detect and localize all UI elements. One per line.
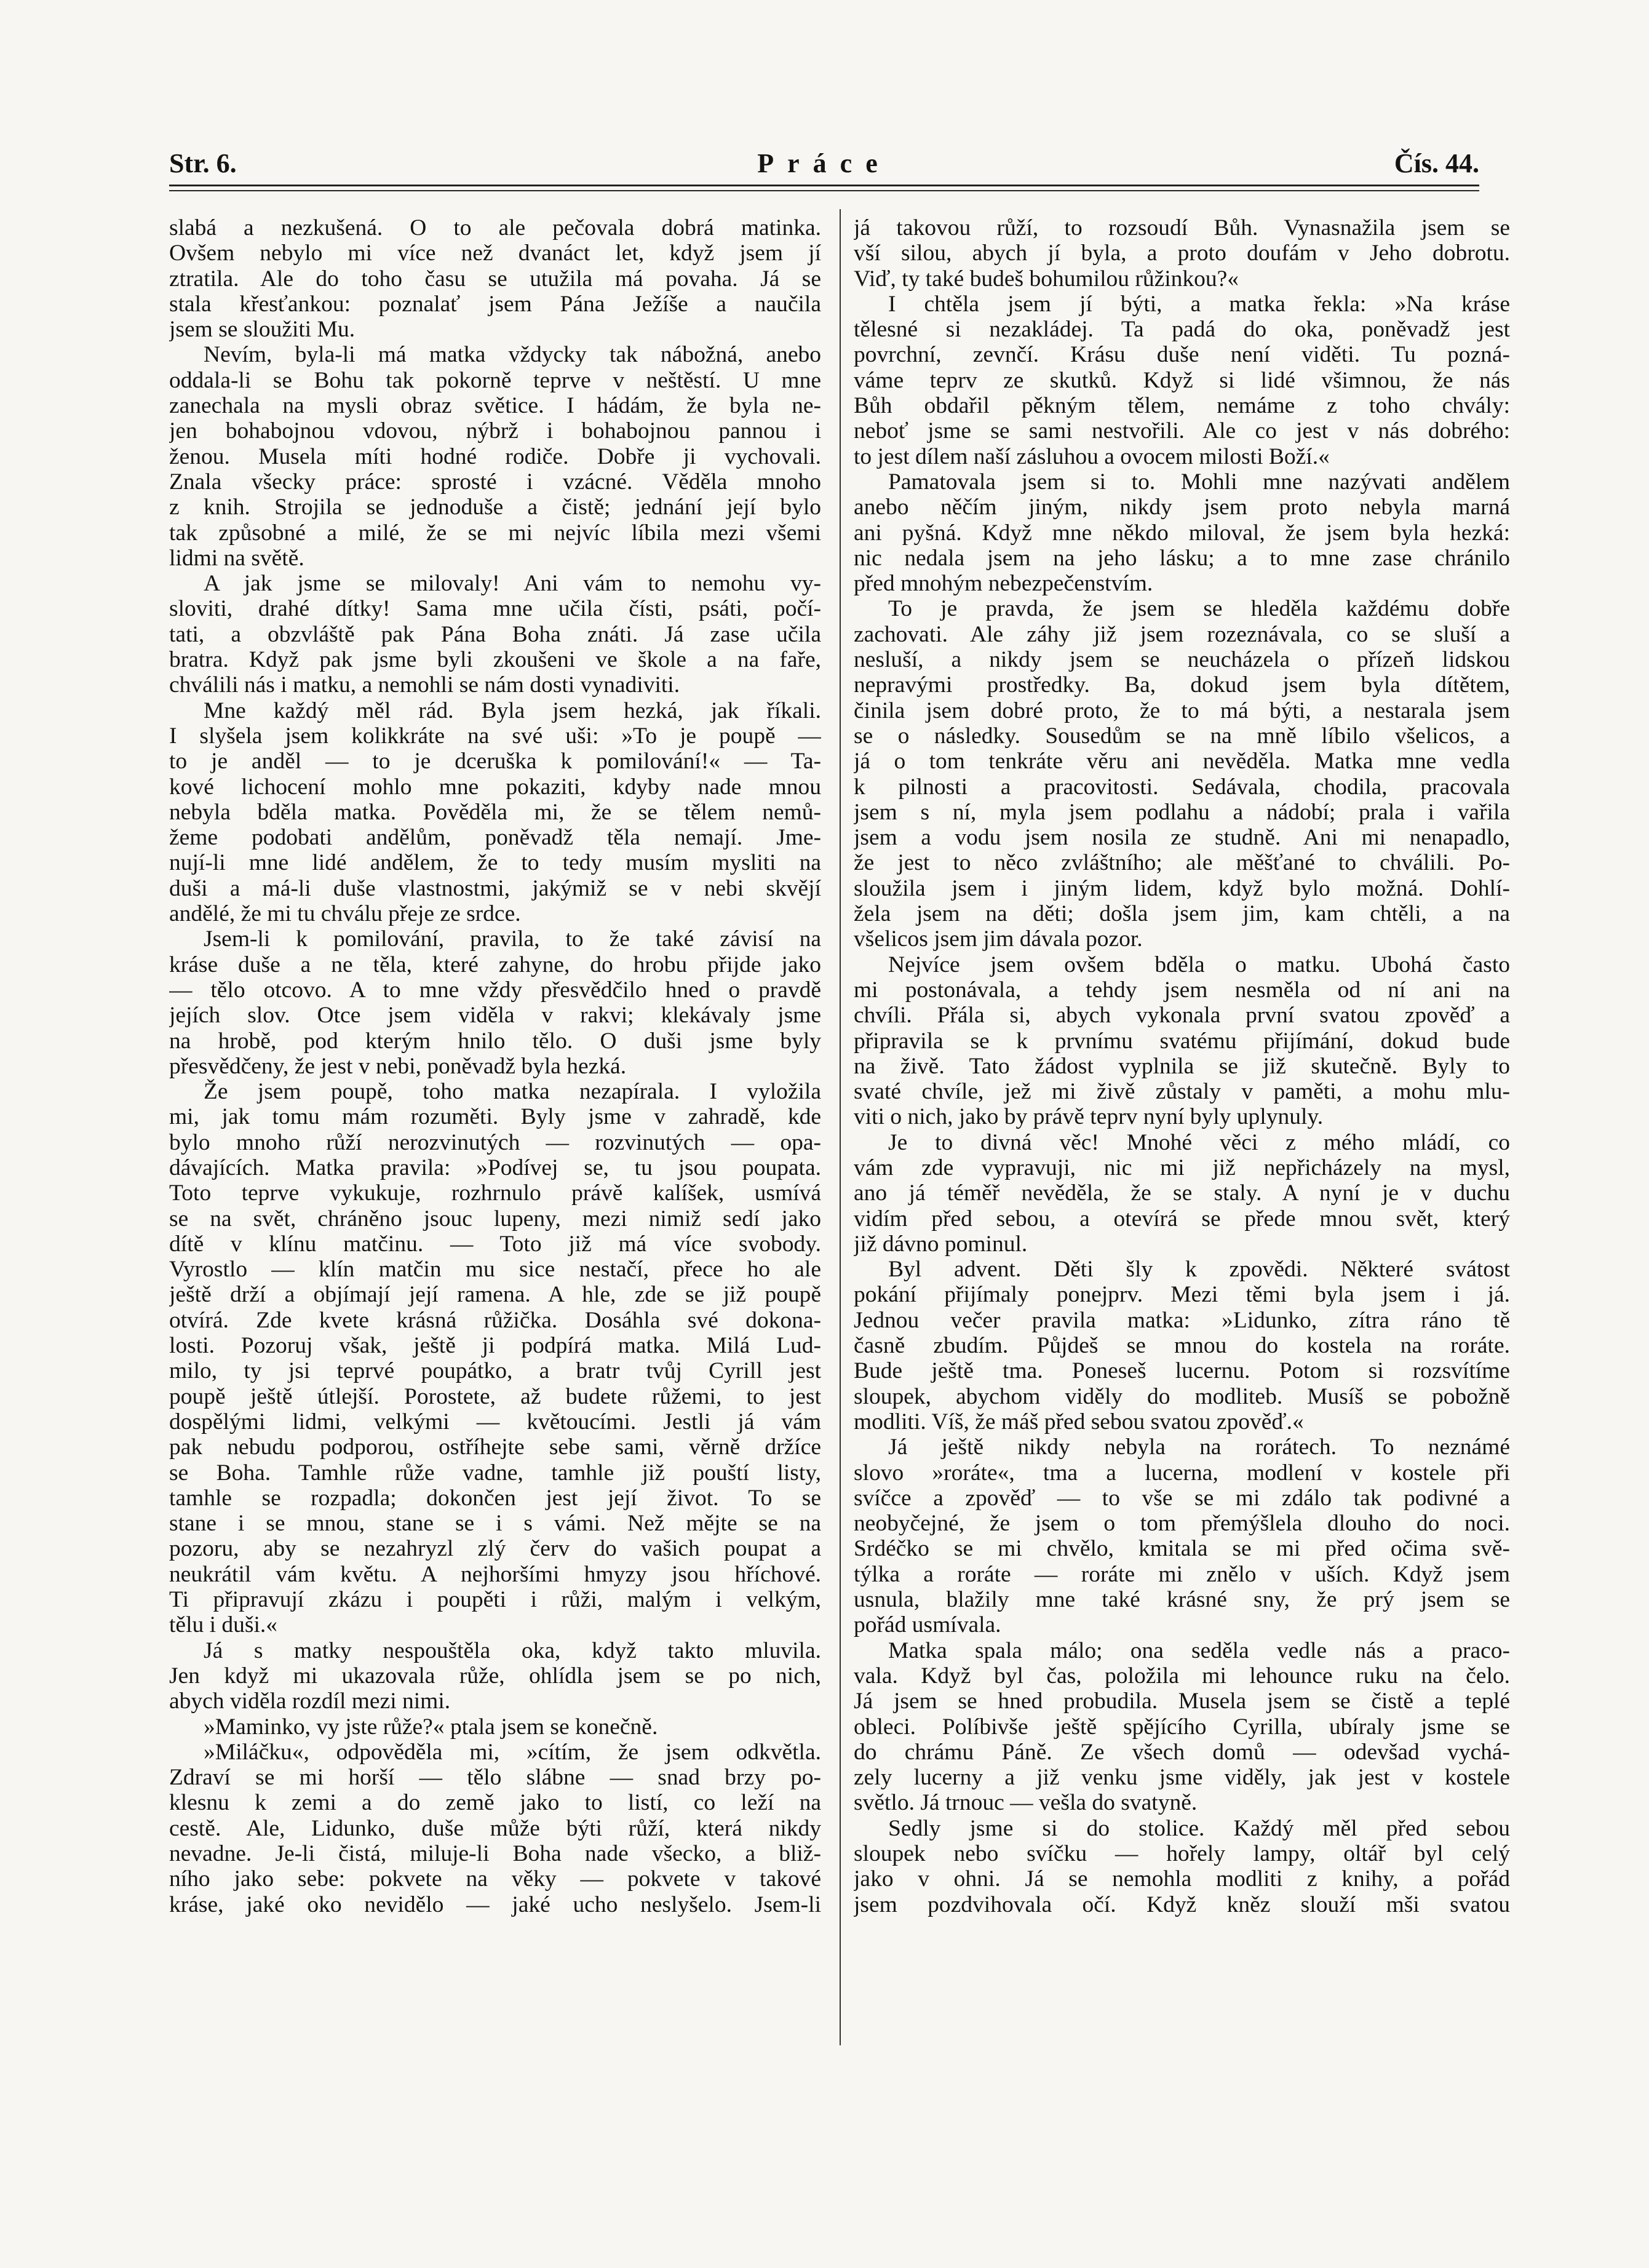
text-line: sloupek, abychom viděly do modliteb. Musíš se pobožně (854, 1383, 1510, 1409)
text-line: Sedly jsme si do stolice. Každý měl před sebou (888, 1815, 1510, 1841)
text-line: ženou. Musela míti hodné rodiče. Dobře ji vychovali. (169, 444, 821, 469)
text-line: To je pravda, že jsem se hleděla každému dobře (888, 596, 1510, 622)
text-line: že jest to něco zvláštního; ale měšťané to chválili. Po- (854, 850, 1510, 876)
text-line: svíčce a zpověď — to vše se mi zdálo tak podivné a (854, 1485, 1510, 1511)
text-line: Nevím, byla-li má matka vždycky tak nábožná, anebo (204, 342, 821, 368)
text-line: tělesné si nezakládej. Ta padá do oka, poněvadž jest (854, 317, 1510, 343)
text-line: dítě v klínu matčinu. — Toto již má více svobody. (169, 1231, 821, 1257)
text-line: jsem s ní, myla jsem podlahu a nádobí; prala i vařila (854, 799, 1510, 825)
text-line: mi, jak tomu mám rozuměti. Byly jsme v zahradě, kde (169, 1104, 821, 1130)
text-line: stane i se mnou, stane se i s vámi. Než mějte se na (169, 1511, 821, 1537)
text-line: neboť jsme se sami nestvořili. Ale co jest v nás dobrého: (854, 418, 1510, 444)
text-line: kráse duše a ne těla, které zahyne, do hrobu přijde jako (169, 952, 821, 977)
text-line: nic nedala jsem na jeho lásku; a to mne zase chránilo (854, 545, 1510, 571)
text-line: bylo mnoho růží nerozvinutých — rozvinutých — opa- (169, 1129, 821, 1155)
text-line: časně zbudím. Půjdeš se mnou do kostela na roráte. (854, 1333, 1510, 1359)
text-line: Já jsem se hned probudila. Musela jsem se čistě a teplé (854, 1689, 1510, 1714)
text-line: Jsem-li k pomilování, pravila, to že také závisí na (204, 926, 821, 952)
text-line: lidmi na světě. (169, 545, 304, 571)
text-line: obleci. Políbivše ještě spějícího Cyrilla, ubíraly jsme se (854, 1714, 1510, 1740)
text-line: tati, a obzvláště pak Pána Boha znáti. Já zase učila (169, 621, 821, 647)
text-line: Znala všecky práce: sprosté i vzácné. Věděla mnoho (169, 469, 821, 495)
text-line: světlo. Já trnouc — vešla do svatyně. (854, 1790, 1198, 1816)
text-line: stala křesťankou: poznalať jsem Pána Ježíše a naučila (169, 291, 821, 317)
text-line: Zdraví se mi horší — tělo slábne — snad brzy po- (169, 1765, 821, 1791)
text-line: mi postonávala, a tehdy jsem nesměla od ní ani na (854, 977, 1510, 1003)
text-line: slabá a nezkušená. O to ale pečovala dobrá matinka. (169, 215, 821, 241)
text-line: Nejvíce jsem ovšem bděla o matku. Ubohá často (888, 952, 1510, 977)
text-line: týlka a roráte — roráte mi znělo v uších. Když jsem (854, 1561, 1510, 1587)
text-line: to je anděl — to je dceruška k pomilování!« — Ta- (169, 749, 821, 774)
text-line: se na svět, chráněno jsouc lupeny, mezi nimiž sedí jako (169, 1206, 821, 1231)
text-line: ztratila. Ale do toho času se utužila má povaha. Já se (169, 266, 821, 292)
text-line: vám zde vypravuji, nic mi již nepřicházely na mysl, (854, 1155, 1510, 1180)
text-line: Byl advent. Děti šly k zpovědi. Některé svátost (888, 1257, 1510, 1283)
text-line: A jak jsme se milovaly! Ani vám to nemohu vy- (204, 571, 821, 597)
text-line: bratra. Když pak jsme byli zkoušeni ve škole a na faře, (169, 647, 821, 673)
text-line: Je to divná věc! Mnohé věci z mého mládí, co (888, 1129, 1510, 1155)
text-line: tamhle se rozpadla; dokončen jest její život. To se (169, 1485, 821, 1511)
text-line: — tělo otcovo. A to mne vždy přesvědčilo hned o pravdě (169, 977, 821, 1003)
text-line: slovo »roráte«, tma a lucerna, modlení v kostele při (854, 1460, 1510, 1486)
text-line: Ti připravují zkázu i poupěti i růži, malým i velkým, (169, 1587, 821, 1613)
text-line: sloužila jsem i jiným lidem, když bylo možná. Dohlí- (854, 875, 1510, 901)
text-line: zachovati. Ale záhy již jsem rozeznávala, co se sluší a (854, 621, 1510, 647)
text-line: Viď, ty také budeš bohumilou růžinkou?« (854, 266, 1239, 292)
text-line: cestě. Ale, Lidunko, duše může býti růží, která nikdy (169, 1815, 821, 1841)
text-line: neobyčejné, že jsem o tom přemýšlela dlouho do noci. (854, 1511, 1510, 1537)
left-column (169, 215, 821, 1917)
text-line: Že jsem poupě, toho matka nezapírala. I vyložila (204, 1079, 821, 1105)
text-line: Vyrostlo — klín matčin mu sice nestačí, přece ho ale (169, 1257, 821, 1283)
text-line: k pilnosti a pracovitosti. Sedávala, chodila, pracovala (854, 774, 1510, 800)
text-line: dávajících. Matka pravila: »Podívej se, tu jsou poupata. (169, 1155, 821, 1180)
text-line: tělu i duši.« (169, 1612, 278, 1638)
text-line: kráse, jaké oko nevidělo — jaké ucho neslyšelo. Jsem-li (169, 1892, 821, 1917)
text-line: ani pyšná. Když mne někdo miloval, že jsem byla hezká: (854, 520, 1510, 546)
text-line: jejích slov. Otce jsem viděla v rakvi; klekávaly jsme (169, 1003, 821, 1029)
text-line: všelicos jsem jim dávala pozor. (854, 926, 1143, 952)
text-line: zanechala na mysli obraz světice. I hádám, že byla ne- (169, 393, 821, 419)
text-line: svaté chvíle, jež mi živě zůstaly v paměti, a mohu mlu- (854, 1079, 1510, 1105)
text-line: před mnohým nebezpečenstvím. (854, 571, 1153, 597)
text-line: kové lichocení mohlo mne pokaziti, kdyby nade mnou (169, 774, 821, 800)
text-line: Já ještě nikdy nebyla na rorátech. To neznámé (888, 1434, 1510, 1460)
text-line: nebyla bděla matka. Pověděla mi, že se tělem nemů- (169, 799, 821, 825)
text-line: milo, ty jsi teprvé poupátko, a bratr tvůj Cyrill jest (169, 1358, 821, 1384)
text-line: pak nebudu podporou, ostříhejte sebe sami, věrně držíce (169, 1434, 821, 1460)
text-line: nují-li mne lidé andělem, že to tedy musím mysliti na (169, 850, 821, 876)
text-line: Já s matky nespouštěla oka, když takto mluvila. (204, 1637, 821, 1663)
column-divider (840, 209, 841, 2045)
text-line: modliti. Víš, že máš před sebou svatou zpověď.« (854, 1409, 1304, 1434)
text-line: jsem a vodu jsem nosila ze studně. Ani mi nenapadlo, (854, 825, 1510, 851)
text-line: to jest dílem naší zásluhou a ovocem milosti Boží.« (854, 444, 1330, 469)
text-line: nesluší, a nikdy jsem se neucházela o přízeň lidskou (854, 647, 1510, 673)
text-line: nevadne. Je-li čistá, miluje-li Boha nade všecko, a bliž- (169, 1841, 821, 1866)
text-line: anebo něčím jiným, nikdy jsem proto nebyla marná (854, 495, 1510, 520)
text-line: Bude ještě tma. Poneseš lucernu. Potom si rozsvítíme (854, 1358, 1510, 1384)
page-number: Str. 6. (169, 148, 237, 178)
text-line: »Maminko, vy jste růže?« ptala jsem se konečně. (204, 1714, 658, 1740)
text-line: jsem se sloužiti Mu. (169, 317, 356, 343)
text-line: duši a má-li duše vlastnostmi, jakýmiž se v nebi skvějí (169, 875, 821, 901)
text-line: Ovšem nebylo mi více než dvanáct let, když jsem jí (169, 241, 821, 266)
text-line: se o následky. Sousedům se na mně líbilo všelicos, a (854, 723, 1510, 749)
issue-number: Čís. 44. (1394, 148, 1479, 178)
text-line: usnula, blažily mne také krásné sny, že prý jsem se (854, 1587, 1510, 1613)
text-line: na živě. Tato žádost vyplnila se již skutečně. Byly to (854, 1053, 1510, 1079)
text-line: tak způsobné a milé, že se mi nejvíc líbila mezi všemi (169, 520, 821, 546)
text-line: klesnu k zemi a do země jako to listí, co leží na (169, 1790, 821, 1816)
text-line: činila jsem dobré proto, že to má býti, a nestarala jsem (854, 698, 1510, 723)
text-line: nepravými prostředky. Ba, dokud jsem byla dítětem, (854, 672, 1510, 698)
text-line: povrchní, zevnčí. Krásu duše není viděti. Tu pozná- (854, 342, 1510, 368)
text-line: I chtěla jsem jí býti, a matka řekla: »Na kráse (888, 291, 1510, 317)
text-line: pořád usmívala. (854, 1612, 1001, 1638)
text-line: »Miláčku«, odpověděla mi, »cítím, že jsem odkvětla. (204, 1739, 821, 1765)
text-line: poupě ještě útlejší. Porostete, až budete růžemi, to jest (169, 1383, 821, 1409)
text-line: přesvědčeny, že jest v nebi, poněvadž byla hezká. (169, 1053, 627, 1079)
text-line: oddala-li se Bohu tak pokorně teprve v neštěstí. U mne (169, 367, 821, 393)
text-line: ního jako sebe: pokvete na věky — pokvete v takové (169, 1866, 821, 1892)
text-line: jsem pozdvihovala očí. Když kněz slouží mši svatou (854, 1892, 1510, 1917)
text-line: jako v ohni. Já se nemohla modliti z knihy, a pořád (854, 1866, 1510, 1892)
text-line: váme teprv ze skutků. Když si lidé všimnou, že nás (854, 367, 1510, 393)
text-line: připravila se k prvnímu svatému přijímání, dokud bude (854, 1028, 1510, 1054)
text-line: Jen když mi ukazovala růže, ohlídla jsem se po nich, (169, 1663, 821, 1689)
header-rule-bottom (169, 190, 1479, 191)
text-line: losti. Pozoruj však, ještě ji podpírá matka. Milá Lud- (169, 1333, 821, 1359)
text-line: andělé, že mi tu chválu přeje ze srdce. (169, 901, 521, 927)
text-line: sloviti, drahé dítky! Sama mne učila čísti, psáti, počí- (169, 596, 821, 622)
text-line: jen bohabojnou vdovou, nýbrž i bohabojnou pannou i (169, 418, 821, 444)
text-line: Toto teprve vykukuje, rozhrnulo právě kalíšek, usmívá (169, 1180, 821, 1206)
text-line: sloupek nebo svíčku — hořely lampy, oltář byl celý (854, 1841, 1510, 1866)
text-line: Mne každý měl rád. Byla jsem hezká, jak říkali. (204, 698, 821, 723)
text-line: já takovou růží, to rozsoudí Bůh. Vynasnažila jsem se (854, 215, 1510, 241)
header-rule-top (169, 185, 1479, 186)
text-line: do chrámu Páně. Ze všech domů — odevšad vychá- (854, 1739, 1510, 1765)
text-line: I slyšela jsem kolikkráte na své uši: »To je poupě — (169, 723, 821, 749)
text-line: otvírá. Zde kvete krásná růžička. Dosáhla své dokona- (169, 1307, 821, 1333)
text-line: se Boha. Tamhle růže vadne, tamhle již pouští listy, (169, 1460, 821, 1486)
text-line: Jednou večer pravila matka: »Lidunko, zítra ráno tě (854, 1307, 1510, 1333)
newspaper-title: Práce (757, 148, 891, 178)
text-line: pokání přijímaly ponejprv. Mezi těmi byla jsem i já. (854, 1282, 1510, 1308)
text-line: neukrátil vám květu. A nejhoršími hmyzy jsou hříchové. (169, 1561, 821, 1587)
page-header (169, 148, 1479, 185)
text-line: Srdéčko se mi chvělo, kmitala se mi před očima svě- (854, 1536, 1510, 1562)
text-line: chválili nás i matku, a nemohli se nám dosti vynadiviti. (169, 672, 680, 698)
text-line: žela jsem na děti; došla jsem jim, kam chtěli, a na (854, 901, 1510, 927)
text-line: žeme podobati andělům, poněvadž těla nemají. Jme- (169, 825, 821, 851)
text-line: z knih. Strojila se jednoduše a čistě; jednání její bylo (169, 495, 821, 520)
text-line: Bůh obdařil pěkným tělem, nemáme z toho chvály: (854, 393, 1510, 419)
right-column (854, 215, 1510, 1917)
text-line: viti o nich, jako by právě teprv nyní byly uplynuly. (854, 1104, 1324, 1130)
text-line: abych viděla rozdíl mezi nimi. (169, 1689, 451, 1714)
text-line: ještě drží a objímají její ramena. A hle, zde se již poupě (169, 1282, 821, 1308)
text-line: Matka spala málo; ona seděla vedle nás a praco- (888, 1637, 1510, 1663)
text-line: vší silou, abych jí byla, a proto doufám v Jeho dobrotu. (854, 241, 1510, 266)
text-line: já o tom tenkráte věru ani nevěděla. Matka mne vedla (854, 749, 1510, 774)
text-line: zely lucerny a již venku jsme viděly, jak jest v kostele (854, 1765, 1510, 1791)
text-line: Pamatovala jsem si to. Mohli mne nazývati andělem (888, 469, 1510, 495)
text-line: vidím před sebou, a otevírá se přede mnou svět, který (854, 1206, 1510, 1231)
text-line: ano já téměř nevěděla, že se staly. A nyní je v duchu (854, 1180, 1510, 1206)
text-line: pozoru, aby se nezahryzl zlý červ do vašich poupat a (169, 1536, 821, 1562)
text-line: chvíli. Přála si, abych vykonala první svatou zpověď a (854, 1003, 1510, 1029)
text-line: na hrobě, pod kterým hnilo tělo. O duši jsme byly (169, 1028, 821, 1054)
text-line: dospělými lidmi, velkými — květoucími. Jestli já vám (169, 1409, 821, 1434)
text-line: již dávno pominul. (854, 1231, 1028, 1257)
text-line: vala. Když byl čas, položila mi lehounce ruku na čelo. (854, 1663, 1510, 1689)
